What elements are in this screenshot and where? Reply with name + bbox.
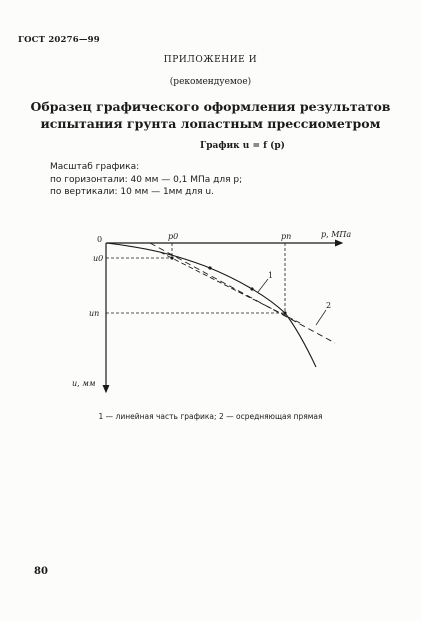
- appendix-status: (рекомендуемое): [169, 77, 252, 87]
- scale-horizontal: по горизонтали: 40 мм — 0,1 МПа для p;: [50, 174, 243, 185]
- origin-label: 0: [97, 235, 103, 244]
- x-axis-label: p, МПа: [321, 230, 352, 239]
- scale-vertical: по вертикали: 10 мм — 1мм для u.: [50, 187, 214, 197]
- document-title-line-1: Образец графического оформления результатов: [30, 99, 391, 114]
- y-axis-label: u, мм: [72, 379, 96, 388]
- label-1-leader: [258, 279, 268, 292]
- appendix-title: ПРИЛОЖЕНИЕ И: [163, 55, 258, 65]
- document-title-line-2: испытания грунта лопастным прессиометром: [40, 116, 381, 131]
- tick-u0: u0: [93, 254, 104, 263]
- label-2-leader: [316, 310, 326, 325]
- scale-heading: Масштаб графика:: [50, 162, 140, 172]
- curve-label-1: 1: [268, 271, 274, 280]
- test-curve: [106, 243, 316, 367]
- tick-pn: pn: [281, 232, 292, 241]
- data-point: [208, 266, 211, 269]
- tick-p0: p0: [168, 232, 179, 241]
- standard-header: ГОСТ 20276—99: [18, 35, 100, 45]
- page-number: 80: [34, 566, 48, 577]
- curve-label-2: 2: [326, 301, 332, 310]
- data-point: [170, 256, 173, 259]
- figure-caption: 1 — линейная часть графика; 2 — осредняющая прямая: [98, 412, 323, 421]
- data-point: [250, 287, 253, 290]
- averaging-line: [150, 243, 335, 343]
- tick-un: un: [89, 309, 100, 318]
- data-point: [283, 311, 286, 314]
- graph-title: График u = f (p): [200, 141, 285, 151]
- linear-part-line: [160, 252, 300, 323]
